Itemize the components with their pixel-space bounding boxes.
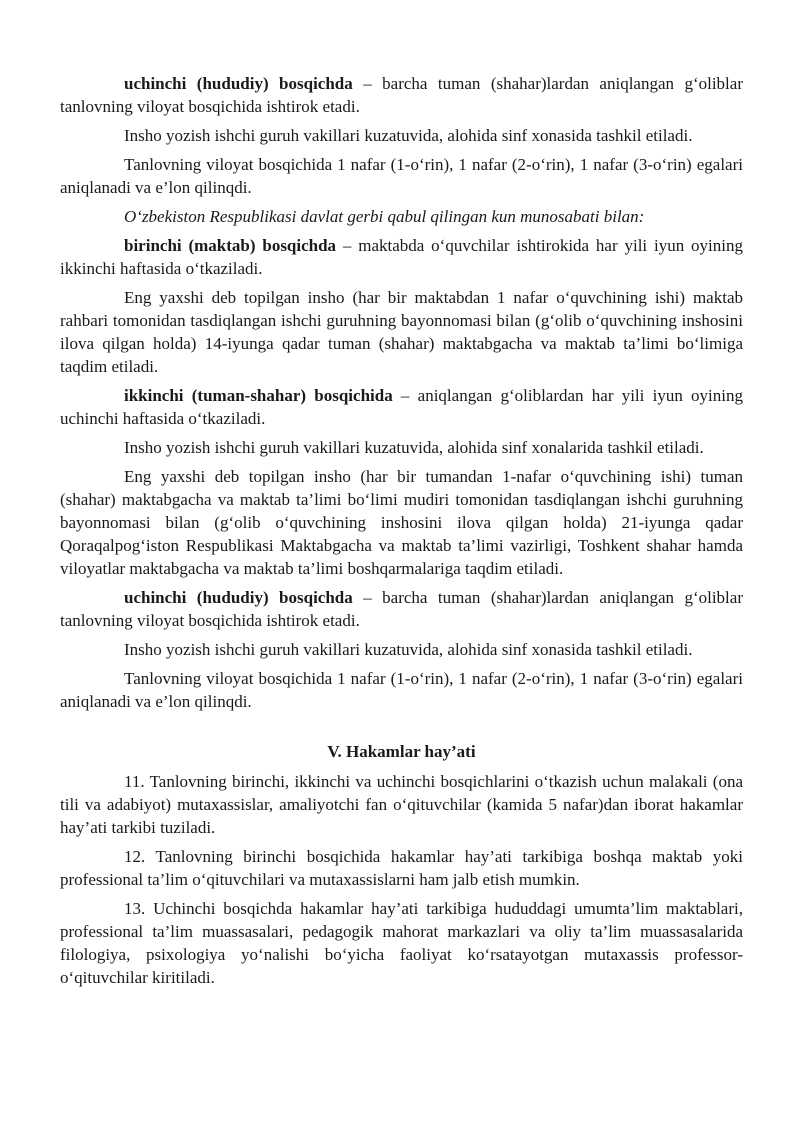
paragraph-text: Insho yozish ishchi guruh vakillari kuzatuvida, alohida sinf xonasida tashkil etiladi. bbox=[124, 126, 693, 145]
stage-label: ikkinchi (tuman-shahar) bosqichida bbox=[124, 386, 393, 405]
paragraph-clause-11 bbox=[60, 770, 743, 839]
paragraph-text: – barcha tuman (shahar)lardan aniqlangan g‘oliblar tanlovning viloyat bosqichida ishtirok etadi. bbox=[60, 588, 743, 630]
paragraph-stage2 bbox=[60, 384, 743, 430]
stage-label: uchinchi (hududiy) bosqichda bbox=[124, 74, 353, 93]
paragraph-text: Tanlovning viloyat bosqichida 1 nafar (1-o‘rin), 1 nafar (2-o‘rin), 1 nafar (3-o‘rin) egalari aniqlanadi va e’lon qilinqdi. bbox=[60, 155, 743, 197]
paragraph-text: 12. Tanlovning birinchi bosqichida hakamlar hay’ati tarkibiga boshqa maktab yoki professional ta’lim o‘qituvchilari va mutaxassislarni ham jalb etish mumkin. bbox=[60, 847, 743, 889]
paragraph-stage3-intro bbox=[60, 72, 743, 118]
paragraph-text: – maktabda o‘quvchilar ishtirokida har yili iyun oyining ikkinchi haftasida o‘tkaziladi. bbox=[60, 236, 743, 278]
paragraph-text: Eng yaxshi deb topilgan insho (har bir tumandan 1-nafar o‘quvchining ishi) tuman (shahar) maktabgacha va maktab ta’limi bo‘limi mudiri tomonidan tasdiqlangan ishchi guruhning bayonnomasi bilan (g‘olib o‘quvchining inshosini ilova qilgan holda) 21-iyunga qadar Qoraqalpog‘iston Respublikasi Maktabgacha va maktab ta’limi vazirligi, Toshkent shahar hamda viloyatlar maktabgacha va maktab ta’limi boshqarmalariga taqdim etiladi. bbox=[60, 467, 743, 578]
paragraph-clause-12 bbox=[60, 845, 743, 891]
paragraph-stage3-winners bbox=[60, 667, 743, 713]
paragraph-stage2-submission bbox=[60, 465, 743, 580]
paragraph-text: – aniqlangan g‘oliblardan har yili iyun oyining uchinchi haftasida o‘tkaziladi. bbox=[60, 386, 743, 428]
paragraph-stage2-supervision bbox=[60, 436, 743, 459]
section-title: V. Hakamlar hay’ati bbox=[327, 742, 476, 761]
paragraph-clause-13 bbox=[60, 897, 743, 989]
paragraph-stage1 bbox=[60, 234, 743, 280]
paragraph-text: – barcha tuman (shahar)lardan aniqlangan g‘oliblar tanlovning viloyat bosqichida ishtirok etadi. bbox=[60, 74, 743, 116]
paragraph-text: 13. Uchinchi bosqichda hakamlar hay’ati tarkibiga hududdagi umumta’lim maktablari, professional ta’lim muassasalari, pedagogik mahorat markazlari va oliy ta’lim muassasalarida filologiya, psixologiya yo‘nalishi bo‘yicha faoliyat ko‘rsatayotgan mutaxassis professor-o‘qituvchilar kiritiladi. bbox=[60, 899, 743, 987]
paragraph-text: 11. Tanlovning birinchi, ikkinchi va uchinchi bosqichlarini o‘tkazish uchun malakali (ona tili va adabiyot) mutaxassislar, amaliyotchi fan o‘qituvchilar (kamida 5 nafar)dan iborat hakamlar hay’ati tarkibi tuziladi. bbox=[60, 772, 743, 837]
paragraph-regional-winners bbox=[60, 153, 743, 199]
stage-label: birinchi (maktab) bosqichda bbox=[124, 236, 337, 255]
paragraph-text: Insho yozish ishchi guruh vakillari kuzatuvida, alohida sinf xonasida tashkil etiladi. bbox=[124, 640, 693, 659]
paragraph-text: Insho yozish ishchi guruh vakillari kuzatuvida, alohida sinf xonalarida tashkil etiladi. bbox=[124, 438, 704, 457]
paragraph-stage3-supervision bbox=[60, 638, 743, 661]
italic-subheading: O‘zbekiston Respublikasi davlat gerbi qabul qilingan kun munosabati bilan: bbox=[124, 207, 645, 226]
paragraph-text: Tanlovning viloyat bosqichida 1 nafar (1-o‘rin), 1 nafar (2-o‘rin), 1 nafar (3-o‘rin) egalari aniqlanadi va e’lon qilinqdi. bbox=[60, 669, 743, 711]
paragraph-stage1-submission bbox=[60, 286, 743, 378]
paragraph-text: Eng yaxshi deb topilgan insho (har bir maktabdan 1 nafar o‘quvchining ishi) maktab rahbari tomonidan tasdiqlangan ishchi guruhning bayonnomasi bilan (g‘olib o‘quvchining inshosini ilova qilgan holda) 14-iyunga qadar tuman (shahar) maktabgacha va maktab ta’limi bo‘limiga taqdim etiladi. bbox=[60, 288, 743, 376]
paragraph-stage3 bbox=[60, 586, 743, 632]
paragraph-essay-supervision bbox=[60, 124, 743, 147]
stage-label: uchinchi (hududiy) bosqichda bbox=[124, 588, 353, 607]
